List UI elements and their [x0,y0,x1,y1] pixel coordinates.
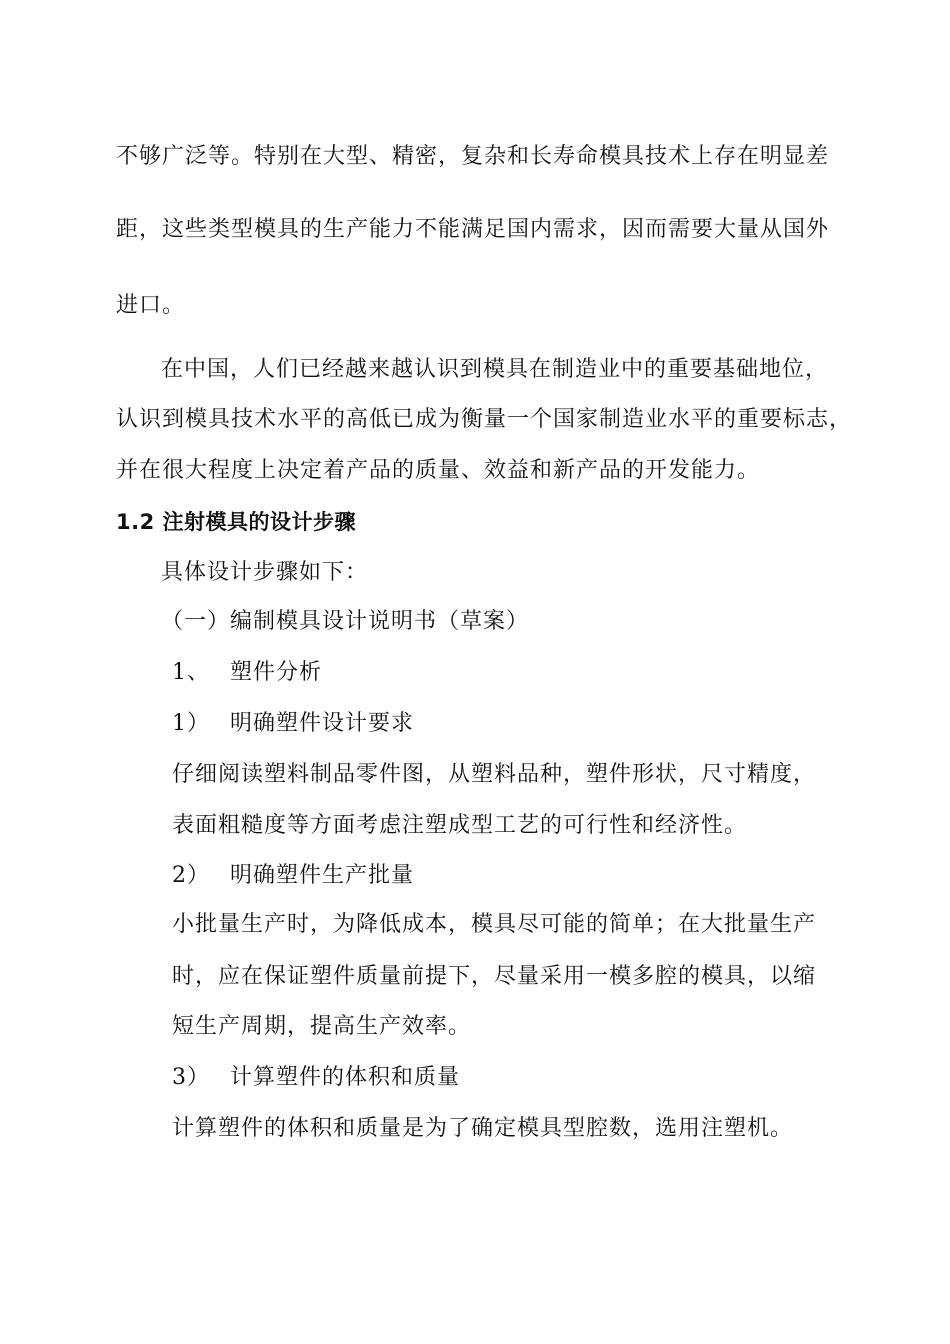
sub1-label: 明确塑件设计要求 [230,711,415,736]
sub1-body-line2: 表面粗糙度等方面考虑注塑成型工艺的可行性和经济性。 [172,813,748,838]
sub2-heading [172,861,414,891]
sub3-number: 3） [172,1065,210,1090]
step-one-title: （一）编制模具设计说明书（草案） [161,609,530,634]
section-heading: 1.2 注射模具的设计步骤 [116,510,357,534]
sub1-heading [172,709,414,739]
sub2-body-line2: 时，应在保证塑件质量前提下，尽量采用一模多腔的模具，以缩 [172,964,817,989]
paragraph2-line3: 并在很大程度上决定着产品的质量、效益和新产品的开发能力。 [116,458,761,483]
paragraph1-line3: 进口。 [116,293,186,318]
sub1-number: 1） [172,711,210,736]
sub2-number: 2） [172,863,210,888]
sub2-body-line1: 小批量生产时，为降低成本，模具尽可能的简单；在大批量生产 [172,912,817,937]
paragraph2-line2: 认识到模具技术水平的高低已成为衡量一个国家制造业水平的重要标志， [116,407,853,432]
item1-heading [172,658,322,688]
sub2-label: 明确塑件生产批量 [230,863,415,888]
sub3-heading [172,1063,460,1093]
paragraph1-line2: 距，这些类型模具的生产能力不能满足国内需求，因而需要大量从国外 [116,217,830,242]
sub3-label: 计算塑件的体积和质量 [230,1065,461,1090]
item1-number: 1、 [172,660,210,685]
sub1-body-line1: 仔细阅读塑料制品零件图，从塑料品种，塑件形状，尺寸精度， [172,762,817,787]
item1-label: 塑件分析 [230,660,323,685]
paragraph2-line1: 在中国，人们已经越来越认识到模具在制造业中的重要基础地位， [161,357,829,382]
sub3-body-line1: 计算塑件的体积和质量是为了确定模具型腔数，选用注塑机。 [172,1116,794,1141]
paragraph1-line1: 不够广泛等。特别在大型、精密，复杂和长寿命模具技术上存在明显差 [116,144,830,169]
intro-text: 具体设计步骤如下： [161,560,369,585]
sub2-body-line3: 短生产周期，提高生产效率。 [172,1014,472,1039]
